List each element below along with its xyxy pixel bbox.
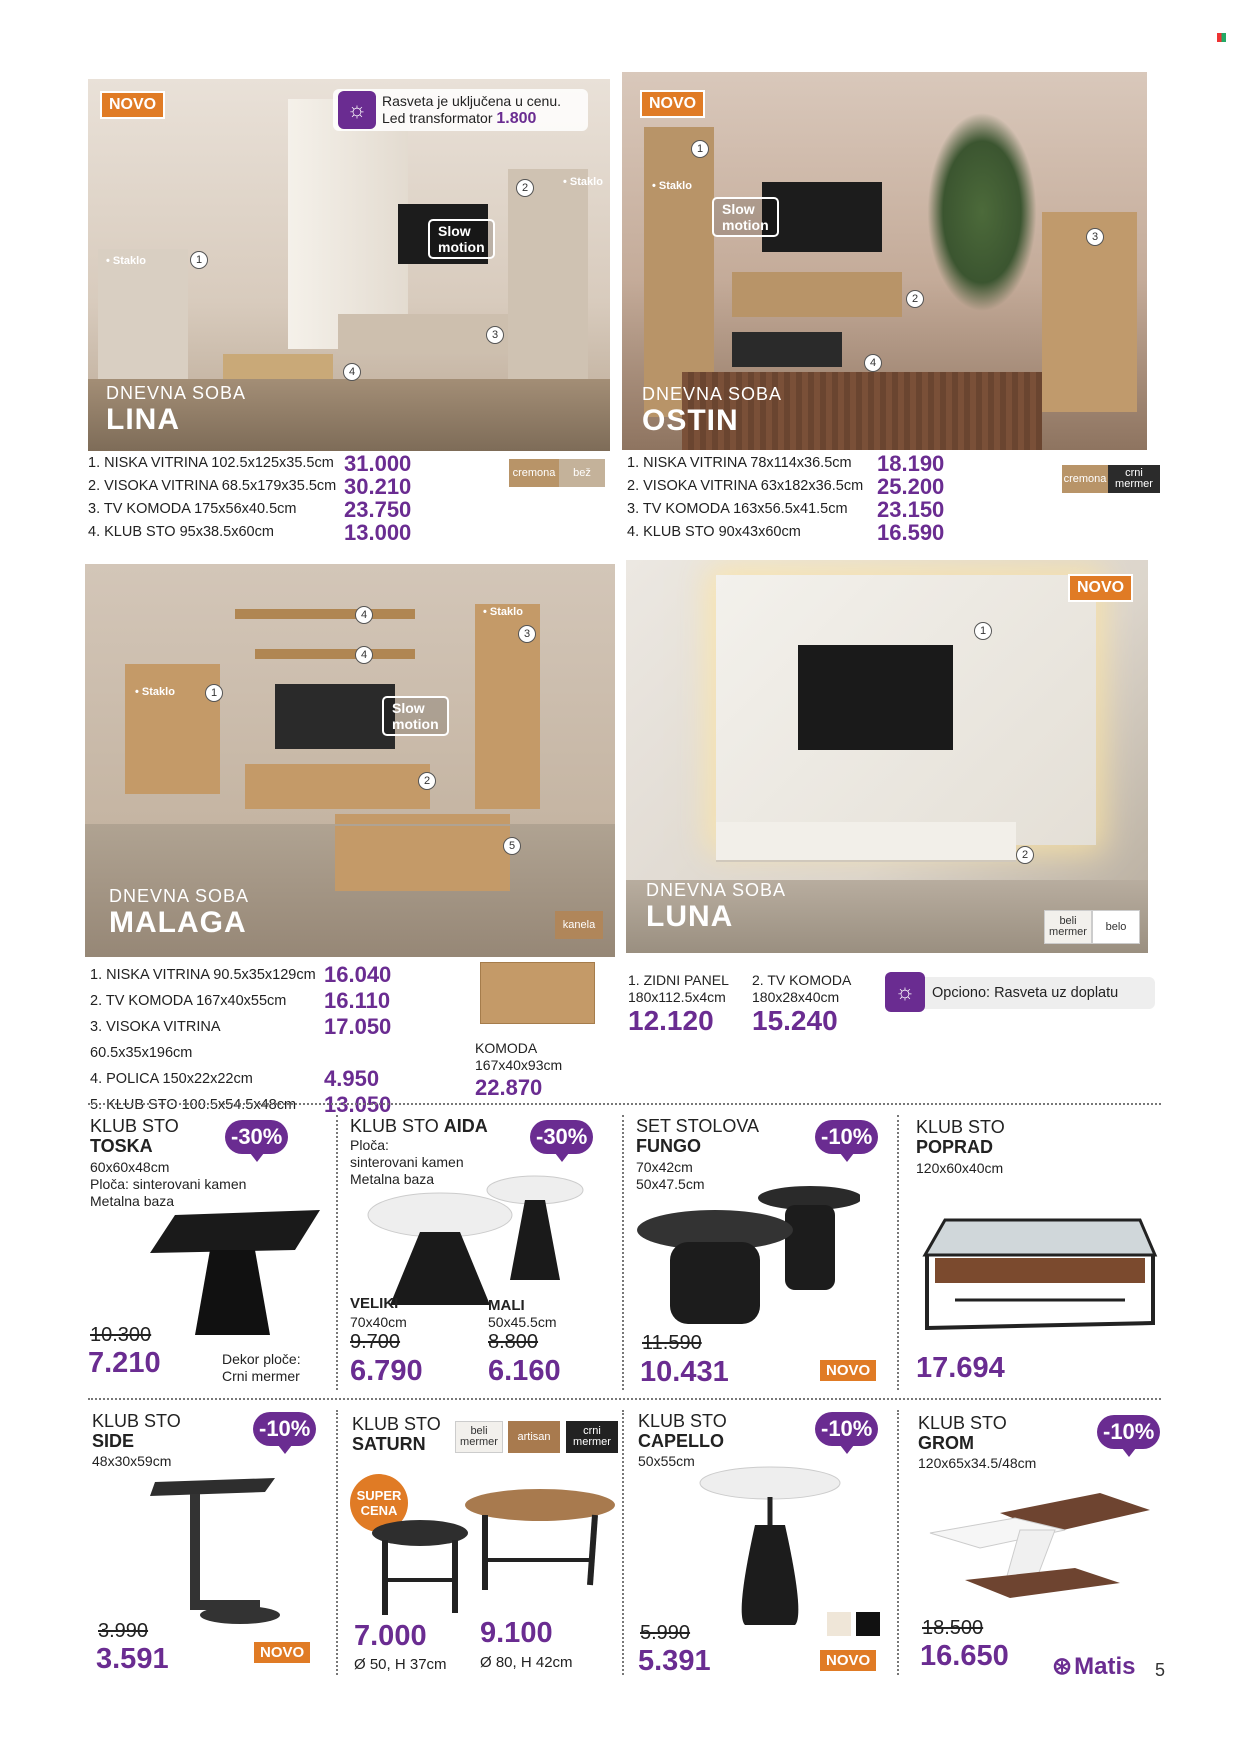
ostin-staklo: • Staklo: [652, 180, 692, 192]
luna-item2-dim: 180x28x40cm: [752, 989, 840, 1005]
saturn-swatch-crni-mermer: crni mermer: [566, 1421, 618, 1453]
saturn-title2: SATURN: [352, 1434, 426, 1454]
komoda-label: KOMODA: [475, 1040, 538, 1056]
malaga-tv: [275, 684, 395, 749]
grom-old-price: 18.500: [922, 1617, 984, 1639]
capello-discount-badge: -10%: [815, 1412, 878, 1446]
lina-window: [288, 99, 408, 349]
lina-light-note-line1: Rasveta je uključena u cenu.: [382, 93, 561, 109]
poprad-price: 17.694: [916, 1352, 1005, 1384]
matis-logo-text: Matis: [1074, 1652, 1136, 1680]
grom-new-price: 16.650: [920, 1640, 1009, 1672]
col-divider-2c: [897, 1410, 899, 1675]
toska-old-price: 10.300: [90, 1324, 152, 1346]
ostin-item-price: 16.590: [877, 520, 945, 545]
side-old-price: 3.990: [98, 1620, 149, 1642]
corner-logo-icon: [1217, 33, 1226, 42]
grom-title1: KLUB STO: [918, 1413, 1007, 1433]
capello-novo-badge: NOVO: [820, 1650, 876, 1671]
ostin-item-label: 2. VISOKA VITRINA 63x182x36.5cm: [627, 478, 864, 494]
fungo-title1: SET STOLOVA: [636, 1116, 760, 1136]
luna-item1-label: 1. ZIDNI PANEL: [628, 972, 729, 988]
luna-item1-price: 12.120: [628, 1005, 714, 1036]
saturn-small-price: 7.000: [354, 1620, 427, 1652]
luna-title: [646, 880, 786, 933]
side-title: [92, 1411, 181, 1451]
lina-marker-2: 2: [516, 179, 534, 197]
luna-photo: [626, 560, 1148, 953]
capello-new-price: 5.391: [638, 1645, 711, 1677]
col-divider-1b: [622, 1115, 624, 1390]
lina-item-label: 1. NISKA VITRINA 102.5x125x35.5cm: [88, 455, 334, 471]
toska-decor2: Crni mermer: [222, 1368, 300, 1384]
matis-logo: [1052, 1652, 1135, 1681]
aida-small-new-price: 6.160: [488, 1355, 561, 1387]
lina-photo: [88, 79, 610, 451]
lina-slow-motion: [428, 219, 495, 259]
luna-marker-1: 1: [974, 622, 992, 640]
capello-color-black: [856, 1612, 880, 1636]
lina-item: [88, 452, 411, 475]
ostin-swatch-crni-mermer: crni mermer: [1108, 465, 1160, 493]
malaga-item-label: 2. TV KOMODA 167x40x55cm: [90, 993, 287, 1009]
lina-staklo-a: • Staklo: [106, 255, 146, 267]
poprad-title2: POPRAD: [916, 1137, 994, 1157]
saturn-tables-image: [370, 1485, 615, 1620]
luna-marker-2: 2: [1016, 846, 1034, 864]
lina-name: LINA: [106, 403, 180, 436]
col-divider-1c: [897, 1115, 899, 1390]
ostin-item: [627, 475, 944, 498]
luna-item2-price: 15.240: [752, 1005, 838, 1036]
malaga-item-price: 16.040: [324, 962, 392, 987]
lina-staklo-b: • Staklo: [563, 176, 603, 188]
page-number: 5: [1155, 1660, 1166, 1680]
toska-decor: [222, 1351, 301, 1385]
komoda-dim: 167x40x93cm: [475, 1057, 563, 1073]
side-dim: 48x30x59cm: [92, 1453, 172, 1469]
toska-desc: [90, 1159, 246, 1210]
lina-sub: DNEVNA SOBA: [106, 383, 247, 403]
komoda-price: 22.870: [475, 1075, 543, 1100]
capello-color-cream: [827, 1612, 851, 1636]
ostin-plant: [927, 112, 1037, 312]
ostin-item-label: 4. KLUB STO 90x43x60cm: [627, 524, 801, 540]
ostin-marker-2: 2: [906, 290, 924, 308]
lina-spec-list: [88, 452, 411, 544]
luna-bulb-icon: ☼: [885, 972, 925, 1012]
aida-small-label: MALI: [488, 1297, 525, 1314]
slow-label: Slow: [392, 700, 425, 716]
malaga-item-price: 13.050: [324, 1092, 392, 1117]
toska-new-price: 7.210: [88, 1347, 161, 1379]
capello-dim: 50x55cm: [638, 1453, 695, 1469]
motion-label: motion: [438, 239, 485, 255]
saturn-swatch-artisan: artisan: [508, 1421, 560, 1453]
ostin-item: [627, 452, 944, 475]
malaga-staklo-a: • Staklo: [135, 686, 175, 698]
malaga-swatch-kanela: kanela: [555, 911, 603, 939]
aida-title2: AIDA: [443, 1116, 488, 1136]
lina-item: [88, 498, 411, 521]
saturn-title: [352, 1414, 441, 1454]
aida-big-old-price: 9.700: [350, 1331, 401, 1353]
side-table-image: [145, 1470, 285, 1630]
toska-line3: Metalna baza: [90, 1193, 175, 1209]
malaga-photo: [85, 564, 615, 957]
ostin-item-price: 25.200: [877, 474, 945, 499]
toska-discount-badge: -30%: [225, 1120, 288, 1154]
grom-discount-badge: -10%: [1097, 1415, 1160, 1449]
lina-novo-badge: NOVO: [100, 91, 165, 119]
saturn-title1: KLUB STO: [352, 1414, 441, 1434]
saturn-big-price: 9.100: [480, 1617, 553, 1649]
ostin-slow-motion: [712, 197, 779, 237]
ostin-item: [627, 498, 944, 521]
fungo-discount-badge: -10%: [815, 1120, 878, 1154]
malaga-item: [90, 1014, 391, 1066]
aida-line3: Metalna baza: [350, 1171, 435, 1187]
ostin-tv: [762, 182, 882, 252]
malaga-marker-2: 2: [418, 772, 436, 790]
col-divider-2a: [336, 1410, 338, 1675]
grom-title2: GROM: [918, 1433, 974, 1453]
malaga-staklo-b: • Staklo: [483, 606, 523, 618]
aida-big-label: VELIKI: [350, 1295, 399, 1312]
col-divider-2b: [622, 1410, 624, 1675]
ostin-swatch-cremona: cremona: [1062, 465, 1108, 493]
lina-item-label: 4. KLUB STO 95x38.5x60cm: [88, 524, 274, 540]
grom-table-image: [925, 1488, 1155, 1608]
ostin-item-price: 18.190: [877, 451, 945, 476]
toska-dim: 60x60x48cm: [90, 1159, 170, 1175]
row-divider-1: [88, 1103, 1161, 1105]
side-new-price: 3.591: [96, 1643, 169, 1675]
ostin-sub: DNEVNA SOBA: [642, 384, 783, 404]
luna-swatch-belo: belo: [1092, 910, 1140, 944]
capello-old-price: 5.990: [640, 1622, 691, 1644]
col-divider-1a: [336, 1115, 338, 1390]
aida-big-dim: 70x40cm: [350, 1314, 407, 1330]
ostin-marker-4: 4: [864, 354, 882, 372]
capello-table-image: [695, 1465, 845, 1635]
malaga-item: [90, 962, 391, 988]
toska-title2: TOSKA: [90, 1136, 153, 1156]
ostin-item: [627, 521, 944, 544]
fungo-dim2: 50x47.5cm: [636, 1176, 705, 1192]
malaga-marker-4b: 4: [355, 646, 373, 664]
ostin-name: OSTIN: [642, 404, 739, 437]
side-title2: SIDE: [92, 1431, 135, 1451]
malaga-low-cabinet: [125, 664, 220, 794]
malaga-item-label: 1. NISKA VITRINA 90.5x35x129cm: [90, 967, 316, 983]
malaga-item-price: 16.110: [324, 988, 391, 1013]
ostin-coffee-table: [732, 332, 842, 367]
komoda-image: [480, 962, 595, 1024]
lina-marker-1: 1: [190, 251, 208, 269]
malaga-title: [109, 886, 249, 939]
lina-swatch-bez: bež: [559, 459, 605, 487]
toska-title: [90, 1116, 179, 1156]
aida-tables-image: [365, 1170, 600, 1310]
fungo-tables-image: [635, 1180, 860, 1330]
luna-novo-badge: NOVO: [1068, 574, 1133, 602]
malaga-item: [90, 1066, 391, 1092]
ostin-item-label: 3. TV KOMODA 163x56.5x41.5cm: [627, 501, 848, 517]
malaga-coffee-table-front: [335, 826, 510, 891]
malaga-sub: DNEVNA SOBA: [109, 886, 250, 906]
ostin-item-label: 1. NISKA VITRINA 78x114x36.5cm: [627, 455, 852, 471]
lina-item-label: 3. TV KOMODA 175x56x40.5cm: [88, 501, 297, 517]
poprad-title: [916, 1117, 1005, 1157]
luna-swatch-beli-mermer: beli mermer: [1044, 910, 1092, 944]
lina-item-price: 31.000: [344, 451, 412, 476]
lina-marker-3: 3: [486, 326, 504, 344]
motion-label: motion: [392, 716, 439, 732]
luna-tv-stand: [716, 822, 1016, 862]
lina-item-price: 30.210: [344, 474, 412, 499]
poprad-dim: 120x60x40cm: [916, 1160, 1004, 1176]
ostin-item-price: 23.150: [877, 497, 945, 522]
malaga-item-label: 5. KLUB STO 100.5x54.5x48cm: [90, 1097, 297, 1113]
ostin-novo-badge: NOVO: [640, 90, 705, 118]
malaga-item-price: 4.950: [324, 1066, 380, 1091]
malaga-marker-3: 3: [518, 625, 536, 643]
malaga-item-label: 4. POLICA 150x22x22cm: [90, 1071, 253, 1087]
luna-item2-label: 2. TV KOMODA: [752, 972, 852, 988]
lina-title: [106, 383, 246, 436]
fungo-old-price: 11.590: [642, 1332, 702, 1354]
malaga-marker-1: 1: [205, 684, 223, 702]
toska-table-image: [145, 1205, 325, 1345]
saturn-swatch-beli-mermer: beli mermer: [455, 1421, 503, 1453]
malaga-spec-list: [90, 962, 391, 1118]
cena-label: CENA: [360, 1503, 398, 1518]
super-label: SUPER: [356, 1488, 402, 1503]
poprad-title1: KLUB STO: [916, 1117, 1005, 1137]
aida-line2: sinterovani kamen: [350, 1154, 464, 1170]
grom-dim: 120x65x34.5/48cm: [918, 1455, 1037, 1471]
malaga-name: MALAGA: [109, 906, 247, 939]
slow-label: Slow: [438, 223, 471, 239]
lina-light-note-label: Led transformator: [382, 110, 493, 126]
lina-item-label: 2. VISOKA VITRINA 68.5x179x35.5cm: [88, 478, 337, 494]
saturn-small-dim: Ø 50, H 37cm: [354, 1656, 447, 1673]
aida-big-new-price: 6.790: [350, 1355, 423, 1387]
lina-item: [88, 521, 411, 544]
malaga-tv-stand: [245, 764, 430, 809]
lina-light-note-line2: [382, 110, 536, 128]
toska-title1: KLUB STO: [90, 1116, 179, 1136]
malaga-item: [90, 1092, 391, 1118]
toska-decor1: Dekor ploče:: [222, 1351, 301, 1367]
luna-tv: [798, 645, 953, 750]
ostin-photo: [622, 72, 1147, 450]
malaga-slow-motion: [382, 696, 449, 736]
side-title1: KLUB STO: [92, 1411, 181, 1431]
ostin-title: [642, 384, 782, 437]
aida-title: [350, 1116, 488, 1136]
lina-item-price: 13.000: [344, 520, 412, 545]
malaga-shelf-1: [235, 609, 415, 619]
luna-option-note: Opciono: Rasveta uz doplatu: [932, 985, 1119, 1001]
capello-title2: CAPELLO: [638, 1431, 725, 1451]
fungo-novo-badge: NOVO: [820, 1360, 876, 1381]
lina-item: [88, 475, 411, 498]
matis-logo-icon: ⊛: [1052, 1653, 1073, 1680]
aida-line1: Ploča:: [350, 1137, 389, 1153]
aida-small-old-price: 8.800: [488, 1331, 539, 1353]
fungo-title2: FUNGO: [636, 1136, 701, 1156]
fungo-title: [636, 1116, 759, 1156]
luna-sub: DNEVNA SOBA: [646, 880, 787, 900]
lina-tv-stand: [338, 314, 508, 354]
malaga-marker-5: 5: [503, 837, 521, 855]
malaga-item-label: 3. VISOKA VITRINA 60.5x35x196cm: [90, 1019, 220, 1061]
row-divider-2: [88, 1398, 1161, 1400]
poprad-table-image: [915, 1200, 1160, 1340]
side-novo-badge: NOVO: [254, 1642, 310, 1663]
toska-line2: Ploča: sinterovani kamen: [90, 1176, 247, 1192]
malaga-item-price: 17.050: [324, 1014, 392, 1039]
ostin-marker-1: 1: [691, 140, 709, 158]
ostin-tv-stand: [732, 272, 902, 317]
lina-item-price: 23.750: [344, 497, 412, 522]
fungo-dim1: 70x42cm: [636, 1159, 693, 1175]
ostin-spec-list: [627, 452, 944, 544]
ostin-marker-3: 3: [1086, 228, 1104, 246]
side-discount-badge: -10%: [253, 1412, 316, 1446]
saturn-big-dim: Ø 80, H 42cm: [480, 1654, 573, 1671]
malaga-shelf-2: [255, 649, 415, 659]
capello-title: [638, 1411, 727, 1451]
aida-small-dim: 50x45.5cm: [488, 1314, 557, 1330]
malaga-item: [90, 988, 391, 1014]
luna-item1-dim: 180x112.5x4cm: [628, 989, 726, 1005]
capello-title1: KLUB STO: [638, 1411, 727, 1431]
malaga-marker-4a: 4: [355, 606, 373, 624]
lina-light-note-price: 1.800: [496, 110, 537, 127]
aida-discount-badge: -30%: [530, 1120, 593, 1154]
slow-label: Slow: [722, 201, 755, 217]
aida-title1: KLUB STO: [350, 1116, 439, 1136]
bulb-icon: ☼: [338, 91, 376, 129]
luna-name: LUNA: [646, 900, 734, 933]
lina-swatch-cremona: cremona: [509, 459, 559, 487]
lina-marker-4: 4: [343, 363, 361, 381]
fungo-new-price: 10.431: [640, 1356, 729, 1388]
grom-title: [918, 1413, 1007, 1453]
motion-label: motion: [722, 217, 769, 233]
